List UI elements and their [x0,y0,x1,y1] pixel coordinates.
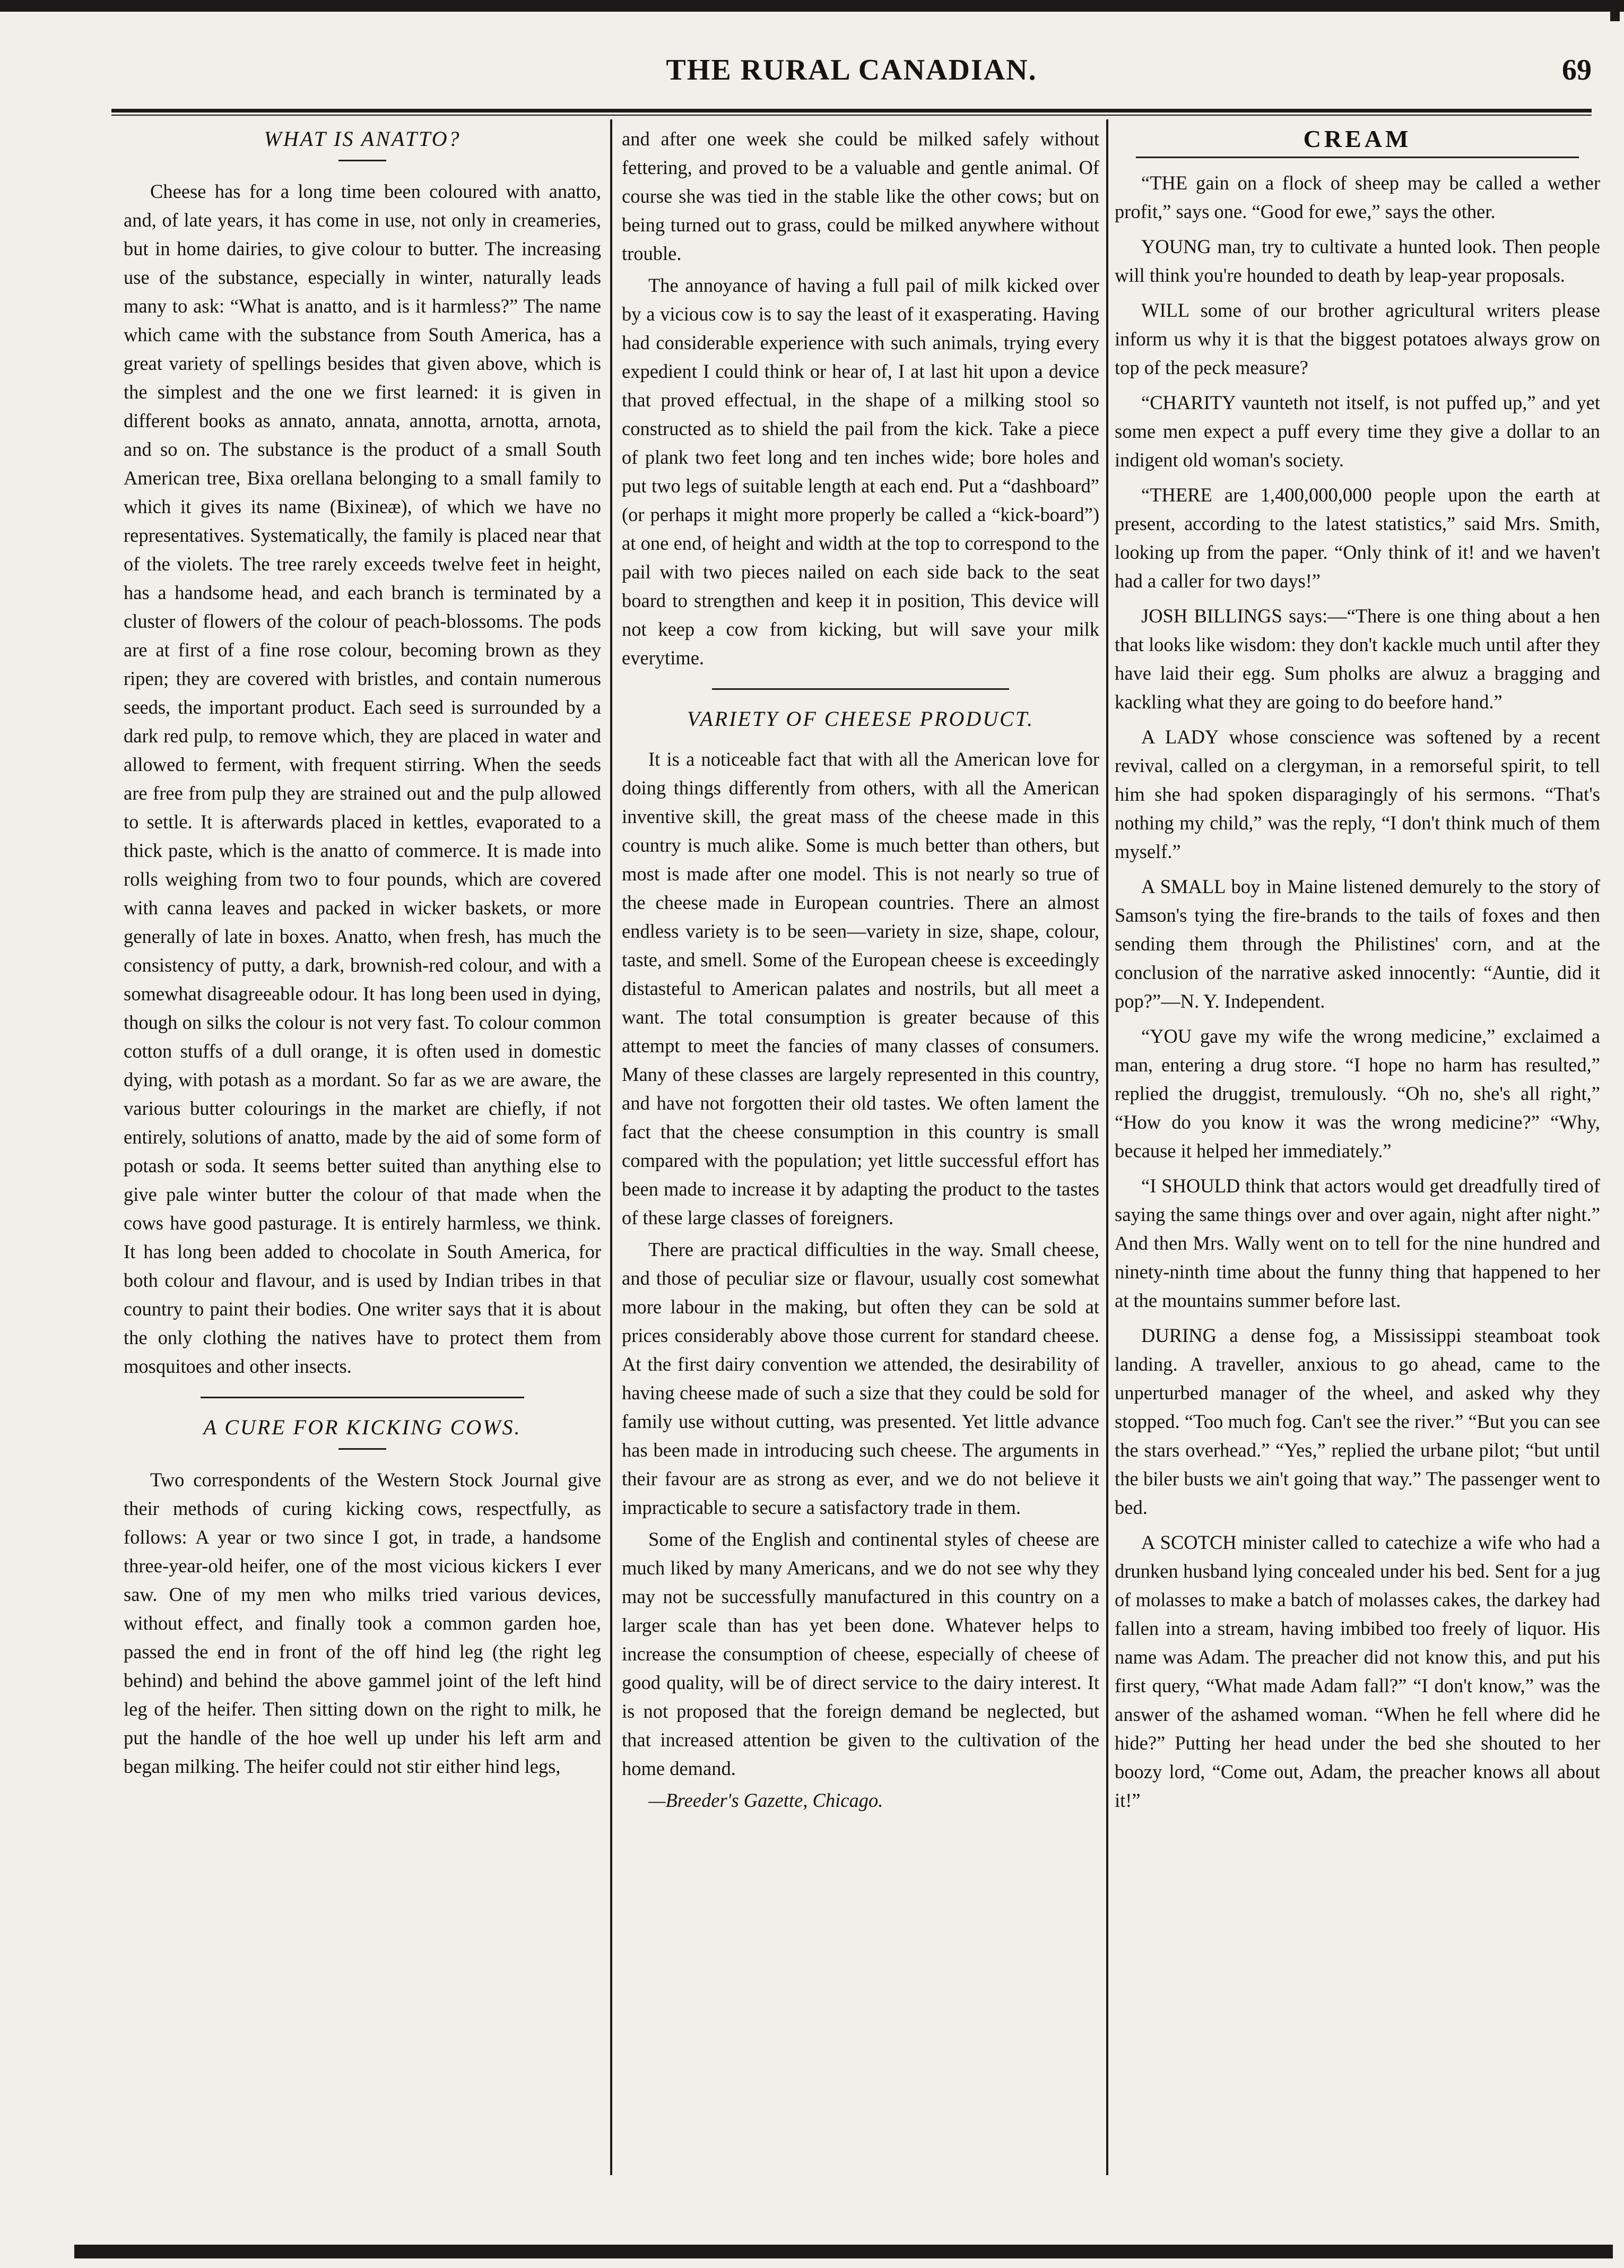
article-paragraph: Two correspondents of the Western Stock Journal give their methods of curing kicking cows, respectfully, as follows: A year or two since I got, in trade, a handsome three-year-old heifer, one of the most vicious kickers I ever saw. One of my men who milks tried various devices, without effect, and finally took a common garden hoe, passed the end in front of the off hind leg (the right leg behind) and behind the above gammel joint of the left hind leg of the heifer. Then sitting down on the right to milk, he put the handle of the hoe well up under his left arm and began milking. The heifer could not stir either hind legs, [124,1469,601,1777]
column-3 [1115,125,1600,2175]
article-paragraph: There are practical difficulties in the way. Small cheese, and those of peculiar size or flavour, usually cost somewhat more labour in the making, but often they can be sold at prices considerably above those current for standard cheese. At the first dairy convention we attended, the desirability of having cheese made of such a size that they could be sold for family use without cutting, was presented. Yet little advance has been made in introducing such cheese. The arguments in their favour are as strong as ever, and we do not believe it impracticable to secure a satisfactory trade in them. [622,1239,1099,1518]
bottom-border-rule [74,2245,1613,2258]
cream-item: “THERE are 1,400,000,000 people upon the earth at present, according to the latest statistics,” said Mrs. Smith, looking up from the paper. “Only think of it! and we haven't had a caller for two days!” [1115,484,1600,592]
cream-item: A LADY whose conscience was softened by a recent revival, called on a clergyman, in a remorseful spirit, to tell him she had spoken disparagingly of his sermons. “That's nothing my child,” was the reply, “I don't think much of them myself.” [1115,726,1600,862]
cream-item: WILL some of our brother agricultural writers please inform us why it is that the biggest potatoes always grow on top of the peck measure? [1115,299,1600,378]
masthead-title: THE RURAL CANADIAN. [666,54,1037,86]
article-paragraph: and after one week she could be milked safely without fettering, and proved to be a valuable and gentle animal. Of course she was tied in the stable like the other cows; but on being turned out to grass, could be milked anywhere without trouble. [622,128,1099,264]
column-divider-1 [610,119,612,2175]
title-rule [338,160,386,161]
top-border-rule [0,0,1624,12]
cream-item: A SMALL boy in Maine listened demurely to the story of Samson's tying the fire-brands to the tails of foxes and then sending them through the Philistines' corn, and at the conclusion of the narrative asked innocently: “Auntie, did it pop?”—N. Y. Independent. [1115,876,1600,1012]
article-separator [201,1397,524,1398]
header-rule [111,109,1592,116]
cream-item: “YOU gave my wife the wrong medicine,” exclaimed a man, entering a drug store. “I hope no harm has resulted,” replied the druggist, tremulously. “Oh no, she's all right,” “How do you know it was the wrong medicine?” “Why, because it helped her immediately.” [1115,1025,1600,1162]
cream-item: DURING a dense fog, a Mississippi steamboat took landing. A traveller, anxious to go ahead, came to the unperturbed manager of the wheel, and asked why they stopped. “Too much fog. Can't see the river.” “But you can see the stars overhead.” “Yes,” replied the urbane pilot; “but until the biler busts we ain't going that way.” The passenger went to bed. [1115,1325,1600,1518]
cream-item: “CHARITY vaunteth not itself, is not puffed up,” and yet some men expect a puff every time they give a dollar to an indigent old woman's society. [1115,392,1600,471]
column-1 [124,125,601,2175]
title-rule [338,1448,386,1450]
article-title-kicking-cows: A CURE FOR KICKING COWS. [203,1415,522,1439]
page-number: 69 [1562,54,1592,86]
corner-mark [1610,0,1620,21]
cream-item: A SCOTCH minister called to catechize a wife who had a drunken husband lying concealed under his bed. Sent for a jug of molasses to make a batch of molasses cakes, the darkey had fallen into a stream, having imbibed too freely of liquor. His name was Adam. The preacher did not know this, and put his first query, “What made Adam fall?” “I don't know,” was the answer of the ashamed woman. “When he fell where did he hide?” Putting her head under the bed she shouted to her boozy lord, “Come out, Adam, the preacher knows all about it!” [1115,1531,1600,1811]
article-paragraph: Cheese has for a long time been coloured with anatto, and, of late years, it has come in use, not only in creameries, but in home dairies, to give colour to butter. The increasing use of the substance, especially in winter, naturally leads many to ask: “What is anatto, and is it harmless?” The name which came with the substance from South America, has a great variety of spellings besides that given above, which is the simplest and the one we first learned: it is given in different books as annato, annata, annotta, arnotta, arnota, and so on. The substance is the product of a small South American tree, Bixa orellana belonging to a small family to which it gives its name (Bixineæ), of which we have no representatives. Systematically, the family is placed near that of the violets. The tree rarely exceeds twelve feet in height, has a handsome head, and each branch is terminated by a cluster of flowers of the colour of peach-blossoms. The pods are at first of a fine rose colour, becoming brown as they ripen; they are covered with bristles, and contain numerous seeds, the important product. Each seed is surrounded by a dark red pulp, to remove which, they are placed in water and allowed to ferment, with frequent stirring. When the seeds are free from pulp they are strained out and the pulp allowed to settle. It is afterwards placed in kettles, evaporated to a thick paste, which is the anatto of commerce. It is made into rolls weighing from two to four pounds, which are covered with canna leaves and packed in wicker baskets, or more generally of late in boxes. Anatto, when fresh, has much the consistency of putty, a dark, brownish-red colour, and with a somewhat disagreeable odour. It has long been used in dying, though on silks the colour is not very fast. To colour common cotton stuffs of a dull orange, it is often used in domestic dying, with potash as a mordant. So far as we are aware, the various butter colourings in the market are chiefly, if not entirely, solutions of anatto, made by the aid of some form of potash or soda. It seems better suited than anything else to give pale winter butter the colour of that made when the cows have good pasturage. It is entirely harmless, we think. It has long been added to chocolate in South America, for both colour and flavour, and is used by Indian tribes in that country to paint their bodies. One writer says that it is about the only clothing the natives have to protect them from mosquitoes and other insects. [124,180,601,1377]
cream-item: “THE gain on a flock of sheep may be called a wether profit,” says one. “Good for ewe,” says the other. [1115,172,1600,222]
section-title-rule [1136,157,1579,158]
cream-item: YOUNG man, try to cultivate a hunted look. Then people will think you're hounded to death by leap-year proposals. [1115,236,1600,286]
article-title-variety-of-cheese: VARIETY OF CHEESE PRODUCT. [687,707,1035,731]
article-credit: —Breeder's Gazette, Chicago. [648,1789,883,1811]
article-paragraph: The annoyance of having a full pail of milk kicked over by a vicious cow is to say the least of it exasperating. Having had considerable experience with such animals, trying every expedient I could think or hear of, I at last hit upon a device that proved effectual, in the shape of a milking stool so constructed as to shield the pail from the kick. Take a piece of plank two feet long and ten inches wide; bore holes and put two legs of suitable length at each end. Put a “dashboard” (or perhaps it might more properly be called a “kick-board”) at one end, of height and width at the top to correspond to the pail with two pieces nailed on each side back to the seat board to strengthen and keep it in position, This device will not keep a cow from kicking, but will save your milk everytime. [622,274,1099,669]
section-title-cream: CREAM [1303,125,1412,152]
cream-item: “I SHOULD think that actors would get dreadfully tired of saying the same things over and over again, night after night.” And then Mrs. Wally went on to tell for the nine hundred and ninety-ninth time about the funny thing that happened to her at the mountains summer before last. [1115,1175,1600,1311]
column-divider-2 [1106,119,1108,2175]
column-2 [622,125,1099,2175]
article-paragraph: Some of the English and continental styles of cheese are much liked by many Americans, and we do not see why they may not be successfully manufactured in this country on a larger scale than has yet been done. Whatever helps to increase the consumption of cheese, especially of cheese of good quality, will be of direct service to the dairy interest. It is not proposed that the foreign demand be neglected, but that increased attention be given to the cultivation of the home demand. [622,1528,1099,1779]
article-separator [712,688,1009,690]
article-paragraph: It is a noticeable fact that with all the American love for doing things differently from others, with all the American inventive skill, the great mass of the cheese made in this country is much alike. Some is much better than others, but most is made after one model. This is not nearly so true of the cheese made in European countries. There an almost endless variety is to be seen—variety in size, shape, colour, taste, and smell. Some of the European cheese is exceedingly distasteful to American palates and nostrils, but all meet a want. The total consumption is greater because of this attempt to meet the fancies of many classes of consumers. Many of these classes are largely represented in this country, and have not forgotten their old tastes. We often lament the fact that the cheese consumption in this country is small compared with the population; yet little successful effort has been made to increase it by adapting the product to the tastes of these large classes of foreigners. [622,748,1099,1228]
cream-item: JOSH BILLINGS says:—“There is one thing about a hen that looks like wisdom: they don't kackle much until after they have laid their egg. Sum pholks are alwuz a bragging and kackling what they are going to do beefore hand.” [1115,605,1600,713]
page-header [111,53,1592,90]
article-title-what-is-anatto: WHAT IS ANATTO? [264,127,461,151]
